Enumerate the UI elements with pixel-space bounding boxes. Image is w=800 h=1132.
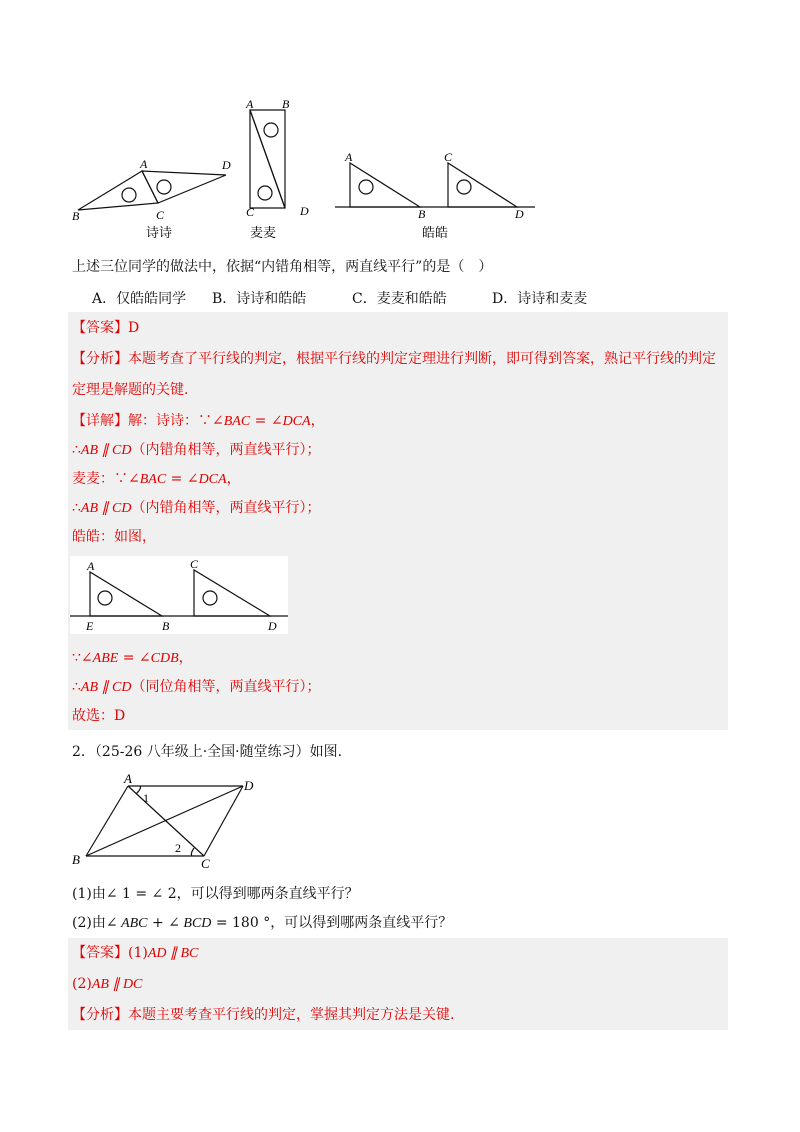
q1-analysis-line2: 定理是解题的关键. <box>72 382 189 398</box>
q1-parallel1: AB ∥ CD <box>80 443 132 458</box>
q2-angle-1-label: 1 <box>143 791 149 805</box>
q1-analysis-text1: 本题考查了平行线的判定，根据平行线的判定定理进行判断，即可得到答案，熟记平行线的判定 <box>128 351 716 367</box>
q1-because3: ∵∠ <box>72 650 93 666</box>
q1-option-d: D．诗诗和麦麦 <box>492 291 588 307</box>
haohao-label-b: B <box>418 207 426 221</box>
q2-p2-bcd: BCD <box>179 916 212 931</box>
q1-fig-label-c: C <box>190 557 199 571</box>
q2-part1 <box>72 884 359 904</box>
q1-detail-line8: 故选：D <box>72 708 126 724</box>
q2-a2-expr: AB ∥ DC <box>91 977 143 992</box>
shishi-label-a: A <box>140 157 148 171</box>
q1-fig-label-e: E <box>86 619 94 633</box>
shishi-caption: 诗诗 <box>146 225 173 240</box>
q2-p2-suffix: ，可以得到哪两条直线平行？ <box>270 915 453 931</box>
q2-answer-line2 <box>72 974 142 995</box>
haohao-label-c: C <box>444 150 453 164</box>
shishi-label-b: B <box>72 209 80 223</box>
q2-a1-expr: AD ∥ BC <box>147 946 199 961</box>
q1-angle-bac: BAC <box>223 414 251 429</box>
q1-answer <box>72 318 139 338</box>
q1-option-c: C．麦麦和皓皓 <box>352 291 447 307</box>
q1-analysis-tag: 【分析】 <box>72 351 128 367</box>
maimai-figure <box>250 110 285 208</box>
q1-therefore2: ∴ <box>72 500 81 516</box>
q2-angle-2-label: 2 <box>175 841 181 855</box>
maimai-label-a: A <box>246 97 254 111</box>
q1-answer-value: D <box>128 320 140 336</box>
q1-eq1: = ∠ <box>250 413 283 429</box>
q2-answer-line1 <box>72 943 198 964</box>
q2-label-a: A <box>124 771 132 786</box>
q1-detail-line3 <box>72 469 241 490</box>
q1-angle-cdb: CDB <box>150 651 179 666</box>
q1-angle-dca-2: DCA <box>198 472 227 487</box>
q1-analysis-line1 <box>72 349 716 369</box>
shishi-label-c: C <box>156 208 165 222</box>
q1-stem: 上述三位同学的做法中，依据“内错角相等，两直线平行”的是（ ） <box>72 259 493 275</box>
q1-solution-figure <box>70 556 288 634</box>
q1-therefore3: ∴ <box>72 679 81 695</box>
shishi-label-d: D <box>222 158 231 172</box>
q2-p1-prefix: (1)由∠ <box>72 886 118 902</box>
q1-detail-line2 <box>72 440 320 461</box>
q2-a2-prefix: (2) <box>72 976 92 992</box>
q1-option-b: B．诗诗和皓皓 <box>212 291 307 307</box>
maimai-label-d: D <box>300 204 309 218</box>
q2-analysis-tag: 【分析】 <box>72 1007 128 1023</box>
q1-detail-tag: 【详解】 <box>72 413 128 429</box>
haohao-label-d: D <box>515 207 524 221</box>
q1-detail-prefix1: 解：诗诗：∵∠ <box>128 413 224 429</box>
q2-stem: 2．（25-26 八年级上·全国·随堂练习）如图. <box>72 744 343 760</box>
shishi-figure <box>78 171 226 210</box>
q1-detail-line5: 皓皓：如图， <box>72 529 156 545</box>
q2-label-d: D <box>244 778 254 793</box>
q2-label-c: C <box>201 856 210 870</box>
q1-angle-abe: ABE <box>92 651 119 666</box>
q1-eq3: = ∠ <box>166 471 199 487</box>
maimai-caption: 麦麦 <box>250 225 277 240</box>
q1-fig-label-a: A <box>87 559 95 573</box>
q1-parallel2: AB ∥ CD <box>80 501 132 516</box>
q1-detail-line7 <box>72 677 320 698</box>
q1-end3: ， <box>226 471 241 487</box>
q2-p2-abc: ABC <box>117 916 148 931</box>
q2-part2 <box>72 913 452 934</box>
q1-reason3: （同位角相等，两直线平行）； <box>131 679 321 695</box>
q1-angle-dca: DCA <box>282 414 311 429</box>
q1-reason1: （内错角相等，两直线平行）； <box>131 442 321 458</box>
q2-p2-prefix: (2)由∠ <box>72 915 118 931</box>
q1-fig-label-b: B <box>162 619 170 633</box>
q2-p2-value: = 180 ° <box>211 915 271 931</box>
haohao-label-a: A <box>345 150 353 164</box>
q1-parallel3: AB ∥ CD <box>80 680 132 695</box>
q2-analysis <box>72 1005 454 1025</box>
q2-p2-plus: + ∠ <box>147 915 180 931</box>
q2-a1-prefix: (1) <box>128 945 148 961</box>
figure-three-students <box>60 95 550 245</box>
q1-end6: ， <box>178 650 193 666</box>
q2-p1-expr: 1 = ∠ 2 <box>117 886 177 902</box>
q2-p1-suffix: ，可以得到哪两条直线平行？ <box>176 886 359 902</box>
q1-detail-line1 <box>72 411 325 432</box>
q1-option-a: A．仅皓皓同学 <box>92 291 187 307</box>
q1-therefore1: ∴ <box>72 442 81 458</box>
q2-figure <box>68 770 268 870</box>
q2-answer-tag: 【答案】 <box>72 945 128 961</box>
q1-angle-bac-2: BAC <box>139 472 167 487</box>
q2-label-b: B <box>72 852 80 867</box>
q1-detail-line6 <box>72 648 193 669</box>
q1-end1: ， <box>310 413 325 429</box>
q1-fig-label-d: D <box>268 619 277 633</box>
haohao-caption: 皓皓 <box>422 225 449 240</box>
q2-analysis-text: 本题主要考查平行线的判定，掌握其判定方法是关键. <box>128 1007 455 1023</box>
haohao-figure <box>335 163 535 207</box>
q1-eq6: = ∠ <box>118 650 151 666</box>
q1-detail-line4 <box>72 498 320 519</box>
q1-detail-prefix3: 麦麦：∵∠ <box>72 471 140 487</box>
maimai-label-c: C <box>246 205 255 219</box>
q1-reason2: （内错角相等，两直线平行）； <box>131 500 321 516</box>
q1-answer-tag: 【答案】 <box>72 320 128 336</box>
maimai-label-b: B <box>282 97 290 111</box>
